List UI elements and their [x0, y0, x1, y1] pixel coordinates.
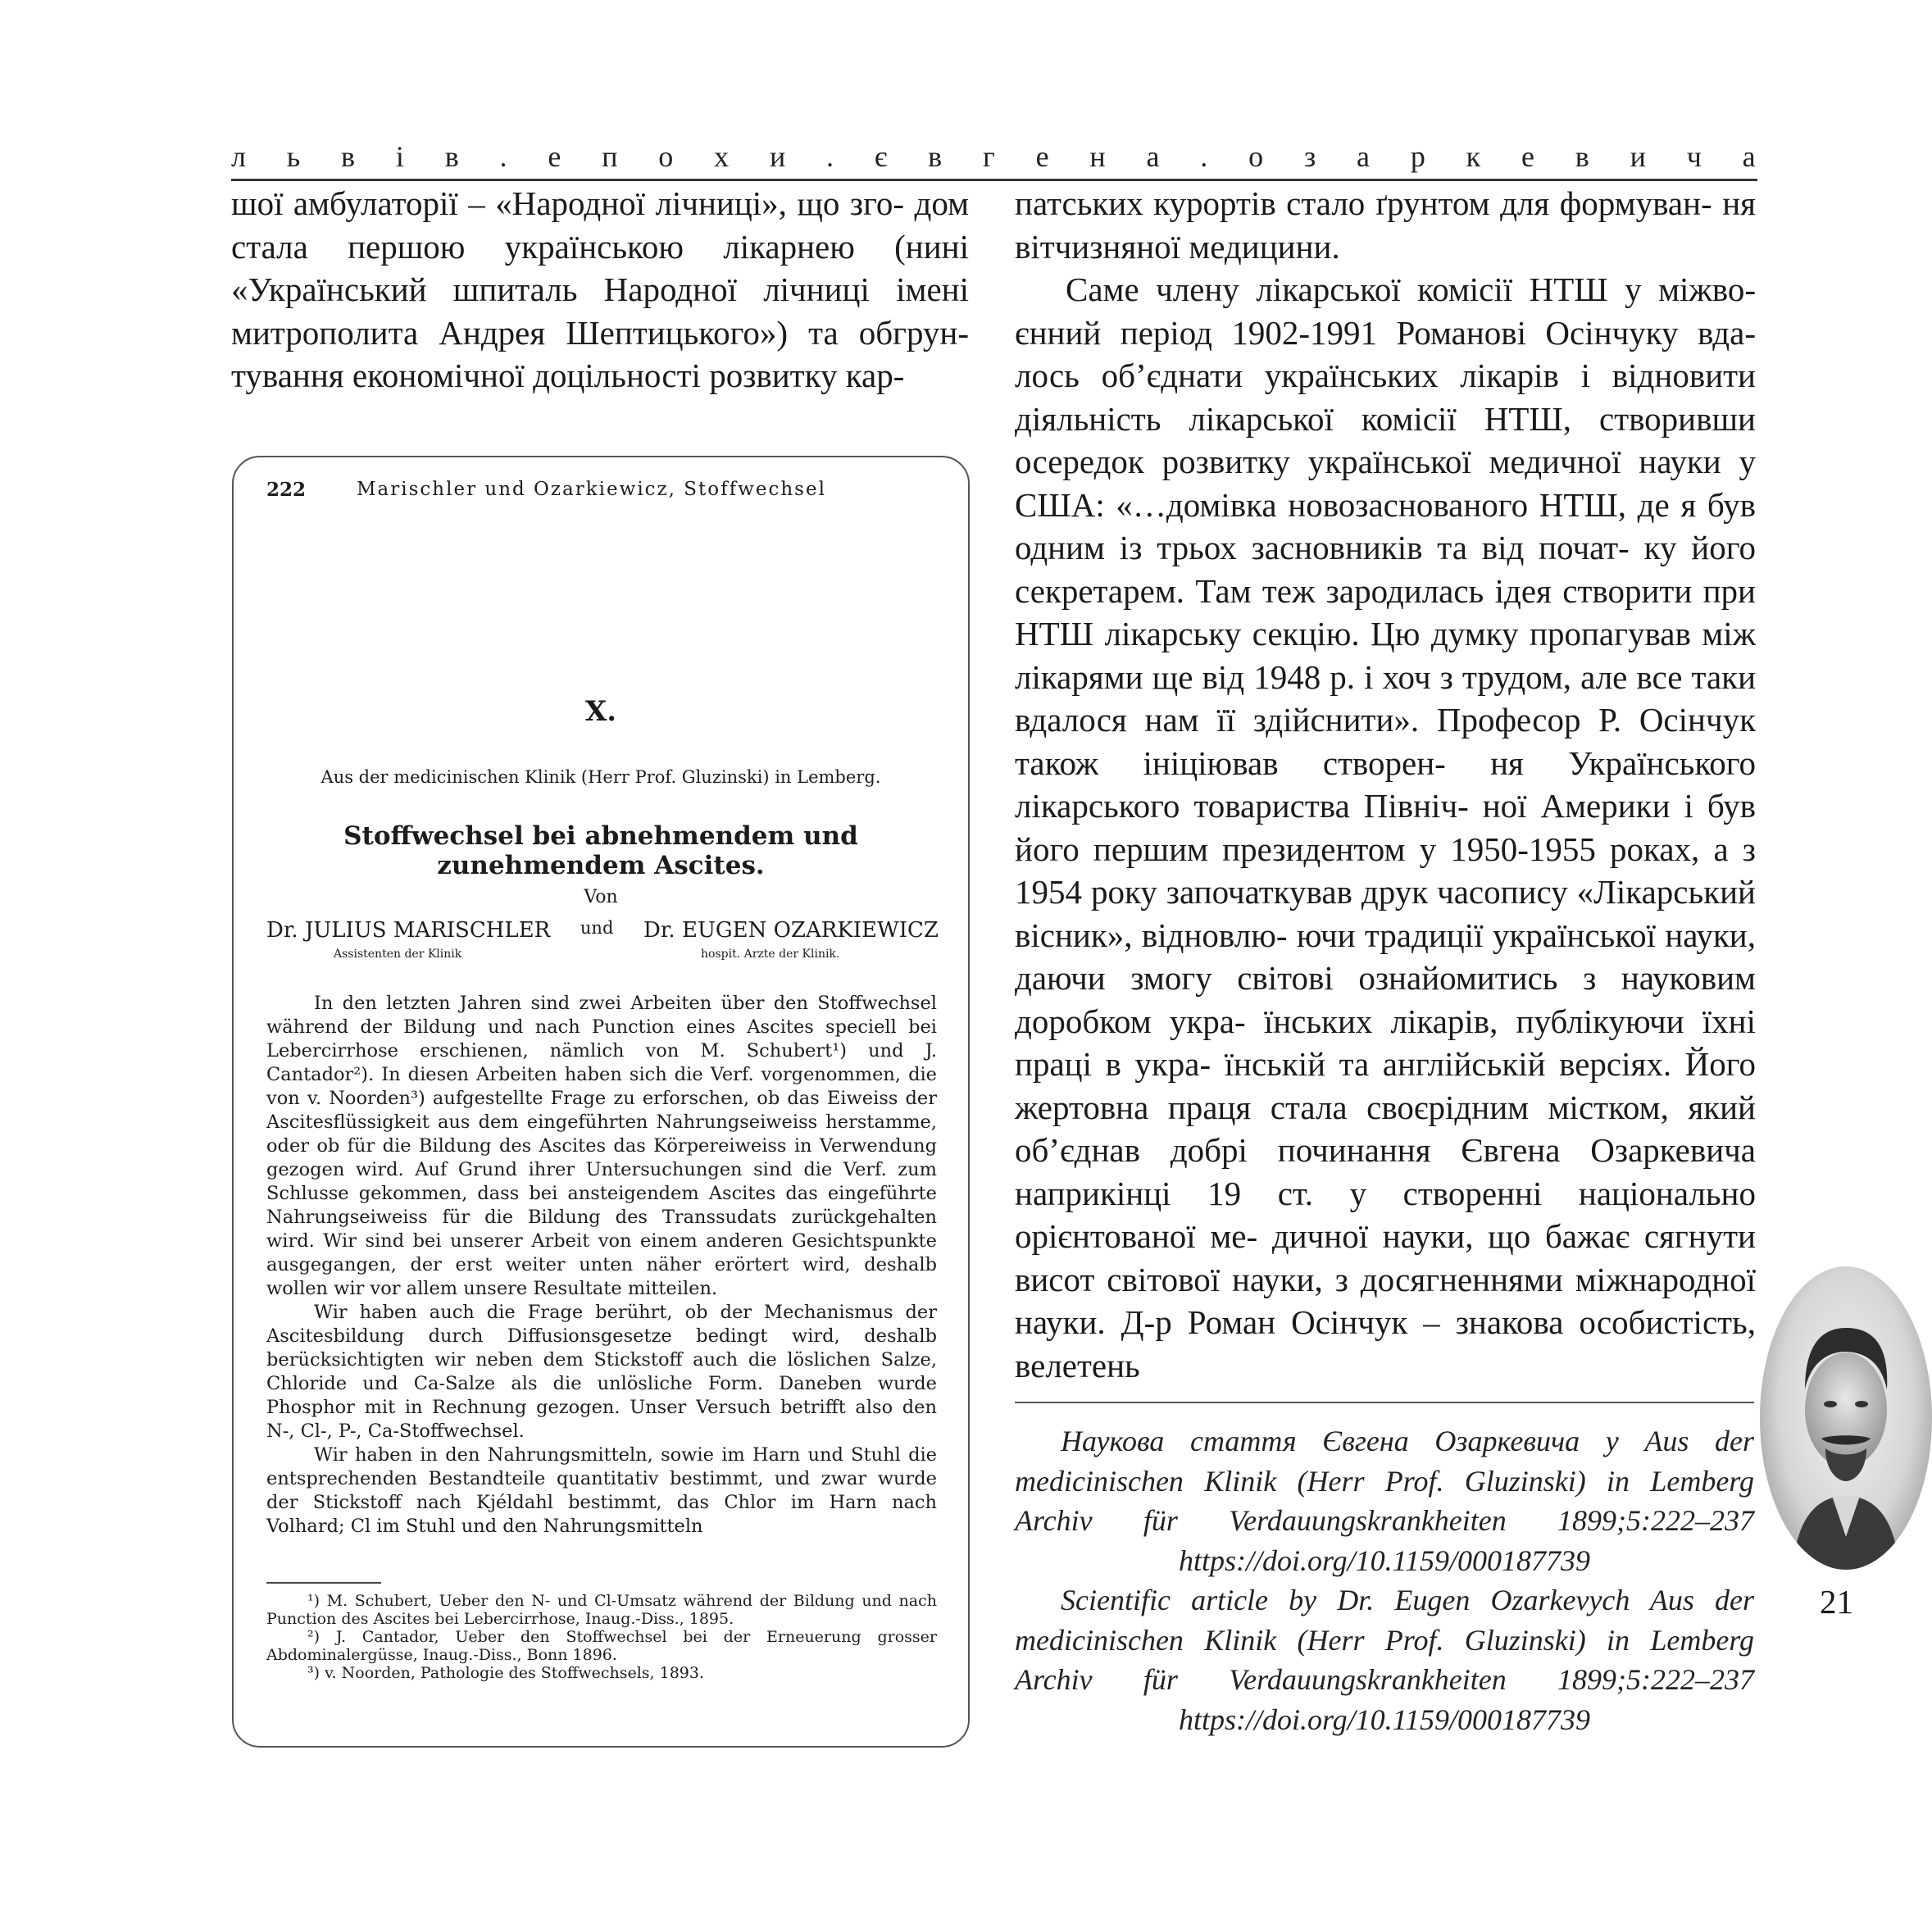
scan-footnote: ¹) M. Schubert, Ueber den N- und Cl-Umsatz während der Bildung und nach Punction des Ascites bei Lebercirrhose, Inaug.-Diss., 1895. [266, 1592, 937, 1628]
running-head-letter: х [714, 140, 730, 173]
left-column-text [231, 182, 969, 398]
scan-body [266, 992, 937, 1539]
scan-title-line: zunehmendem Ascites. [437, 851, 765, 880]
right-column-line: науки, з досягненнями міжнародної науки. Д-р [1015, 1260, 1757, 1341]
right-column-line: осередок розвитку української медичної науки [1015, 443, 1721, 480]
running-head-letter: о [1248, 140, 1264, 173]
page-number: 21 [1820, 1583, 1853, 1621]
caption-english: Scientific article by Dr. Eugen Ozarkevych Aus der medicinischen Klinik (Herr Prof. Gluzinski) in Lemberg Archiv für Verdauungskrankheiten 1899;5:222–237 https://doi.org/10.1159/000187739 [1015, 1584, 1754, 1736]
right-column-line: ючи традиції української науки, даючи змогу [1015, 916, 1757, 997]
running-head-letter: п [602, 140, 618, 173]
right-column-line: праця стала своєрідним містком, який об’єднав [1015, 1088, 1756, 1169]
scan-von: Von [584, 887, 618, 907]
right-column-line: ку його секретарем. Там теж зародилась ідея [1015, 529, 1756, 610]
scan-author-1: Dr. JULIUS MARISCHLER [266, 918, 551, 943]
caption-rule [1015, 1402, 1754, 1403]
running-head-letter: є [874, 140, 888, 173]
right-column-line: діяльність лікарської комісії НТШ, створивши [1015, 399, 1756, 438]
running-head-letter: е [1035, 140, 1049, 173]
running-head-letter: в [928, 140, 943, 173]
right-column-line: дичної науки, що бажає сягнути висот світової [1015, 1217, 1756, 1298]
running-head-letter: ч [1686, 140, 1702, 173]
running-head-letter: в [444, 140, 459, 173]
running-head-letter: е [548, 140, 561, 173]
left-column-line: дом стала першою українською лікарнею (нині [231, 184, 970, 266]
running-head-letter: г [982, 140, 995, 173]
scan-role-1: Assistenten der Klinik [334, 948, 462, 961]
running-head-letter: а [1357, 140, 1370, 173]
scan-page-header [266, 479, 939, 501]
scan-footnote-rule [266, 1582, 381, 1584]
running-head-letter: ь [286, 140, 301, 173]
left-column-line: митрополита Андрея Шептицького») та обгрун- [231, 313, 969, 352]
scan-authors [266, 918, 939, 943]
figure-caption [1015, 1421, 1754, 1739]
scan-chapter-number: X. [584, 695, 617, 728]
running-head-letter: в [1575, 140, 1589, 173]
article-scan [234, 457, 968, 1746]
scan-title-line: Stoffwechsel bei abnehmendem und [343, 821, 858, 851]
running-head-letter: р [1410, 140, 1425, 173]
running-head-letter: н [1089, 140, 1106, 173]
right-column [1015, 182, 1756, 1387]
right-column-line: їнській та англійській версіях. Його жертовна [1015, 1045, 1757, 1126]
scan-role-2: hospit. Arzte der Klinik. [701, 948, 840, 961]
right-column-paragraph [1015, 268, 1756, 1387]
right-column-line: друк часопису «Лікарський вісник», відновлю- [1015, 873, 1756, 954]
scan-paragraph: In den letzten Jahren sind zwei Arbeiten über den Stoffwechsel während der Bildung und nach Punction eines Ascites speciell bei Lebercirrhose erschienen, nämlich von M. Schubert¹) und J. Cantador²). In diesen Arbeiten haben sich die Verf. vorgenommen, die von v. Noorden³) aufgestellte Frage zu erforschen, ob das Eiweiss der Ascitesflüssigkeit aus dem eingeführten Nahrungseiweiss herstamme, oder ob für die Bildung des Ascites das Körpereiweiss in Verwendung gezogen wird. Auf Grund ihrer Untersuchungen sind die Verf. zum Schlusse gekommen, dass bei ansteigendem Ascites das eingeführte Nahrungseiweiss für die Bildung des Transsudats zurückgehalten wird. Wir sind bei unserer Arbeit von einem anderen Gesichtspunkte ausgegangen, der erst weiter unten näher erörtert wird, deshalb wollen wir vor allem unsere Resultate mitteilen. [266, 993, 937, 1299]
scan-footnote: ²) J. Cantador, Ueber den Stoffwechsel bei der Erneuerung grosser Abdominalergüsse, Inaug.-Diss., Bonn 1896. [266, 1628, 937, 1664]
running-head-letter: з [1303, 140, 1316, 173]
scan-und: und [580, 918, 614, 938]
running-head-letter: и [1630, 140, 1646, 173]
right-column-line: єнний період 1902-1991 Романові Осінчуку вда- [1015, 313, 1756, 352]
scan-author-2: Dr. EUGEN OZARKIEWICZ [643, 918, 939, 943]
running-head-letter: в [341, 140, 356, 173]
right-column-line: світові ознайомитись з науковим доробком укра- [1015, 959, 1756, 1040]
right-column-line: Професор Р. Осінчук також ініціював створен- [1015, 701, 1757, 782]
right-column-line: лось об’єднати українських лікарів і відновити [1015, 357, 1756, 394]
running-head-letter: . [499, 140, 507, 173]
right-column-line: Роман Осінчук – знакова особистість, велетень [1015, 1303, 1757, 1384]
right-column-line: їнських лікарів, публікуючи їхні праці в укра- [1015, 1002, 1756, 1083]
scan-page-number: 222 [266, 479, 307, 501]
right-column-line: у США: «…домівка новозаснованого НТШ, де [1015, 443, 1756, 524]
right-column-line: я був одним із трьох засновників та від почат- [1015, 485, 1757, 566]
right-column-line: Саме члену лікарської комісії НТШ у міжво- [1066, 270, 1756, 308]
right-column-line: патських курортів стало ґрунтом для формуван- [1015, 184, 1712, 222]
right-column-line: ня Українського лікарського товариства Північ- [1015, 743, 1757, 825]
left-column-line: тування економічної доцільності розвитку кар- [231, 357, 905, 394]
scan-footnote: ³) v. Noorden, Pathologie des Stoffwechsels, 1893. [307, 1664, 705, 1682]
running-head-letter: і [395, 140, 404, 173]
right-column-line: трудом, але все таки вдалося нам її здійснити». [1015, 657, 1757, 739]
right-column-line: ня вітчизняної медицини. [1015, 184, 1756, 266]
right-column-paragraph [1015, 182, 1756, 268]
scan-institution: Aus der medicinischen Klinik (Herr Prof. Gluzinski) in Lemberg. [320, 767, 881, 787]
running-head-letter: к [1466, 140, 1481, 173]
running-head-letter: . [1200, 140, 1208, 173]
left-column-line: «Український шпиталь Народної лічниці імені [231, 270, 969, 308]
portrait-drawing [1760, 1266, 1932, 1570]
scan-paragraph: Wir haben auch die Frage berührt, ob der Mechanismus der Ascitesbildung durch Diffusionsgesetze bedingt wird, deshalb berücksichtigten wir neben dem Stickstoff auch die löslichen Salze, Chloride und Ca-Salze als die unlösliche Form. Daneben wurde Phosphor mit in Rechnung gezogen. Unser Versuch betrifft also den N-, Cl-, P-, Ca-Stoffwechsel. [266, 1302, 937, 1442]
right-column-line: 19 ст. у створенні національно орієнтованої ме- [1015, 1174, 1756, 1255]
article-scan-frame [232, 456, 970, 1748]
left-column-line: шої амбулаторії – «Народної лічниці», що зго- [231, 184, 905, 222]
running-head-letter: а [1742, 140, 1756, 173]
scan-running-title: Marischler und Ozarkiewicz, Stoffwechsel [357, 479, 826, 500]
running-head-letter: л [231, 140, 246, 173]
scan-paragraph: Wir haben in den Nahrungsmitteln, sowie im Harn und Stuhl die entsprechenden Bestandteile quantitativ bestimmt, und zwar wurde der Stickstoff nach Kjéldahl bestimmt, das Chlor im Harn nach Volhard; Cl im Stuhl und den Nahrungsmitteln [266, 1444, 937, 1537]
right-column-line: у 1950-1955 роках, а з 1954 року започаткував [1015, 830, 1757, 911]
portrait-image [1760, 1266, 1932, 1570]
left-column [231, 182, 969, 398]
scan-footnotes [266, 1592, 937, 1682]
right-column-line: ної Америки і був його першим президентом [1015, 787, 1757, 868]
right-column-line: пропагував між лікарями ще від 1948 р. і хоч з [1015, 615, 1756, 696]
right-column-line: добрі починання Євгена Озаркевича наприкінці [1015, 1131, 1756, 1212]
header-rule [231, 179, 1757, 181]
running-head-letter: и [769, 140, 786, 173]
running-head-letter: . [826, 140, 834, 173]
running-head [231, 131, 1756, 174]
running-head-letter: е [1521, 140, 1534, 173]
caption-ukrainian: Наукова стаття Євгена Озаркевича у Aus der medicinischen Klinik (Herr Prof. Gluzinski) in Lemberg Archiv für Verdauungskrankheiten 1899;5:222–237 https://doi.org/10.1159/000187739 [1015, 1425, 1754, 1577]
scan-article-title [258, 821, 943, 880]
running-head-letter: о [658, 140, 674, 173]
right-column-line: створити при НТШ лікарську секцію. Цю думку [1015, 571, 1756, 652]
running-head-letter: а [1146, 140, 1160, 173]
